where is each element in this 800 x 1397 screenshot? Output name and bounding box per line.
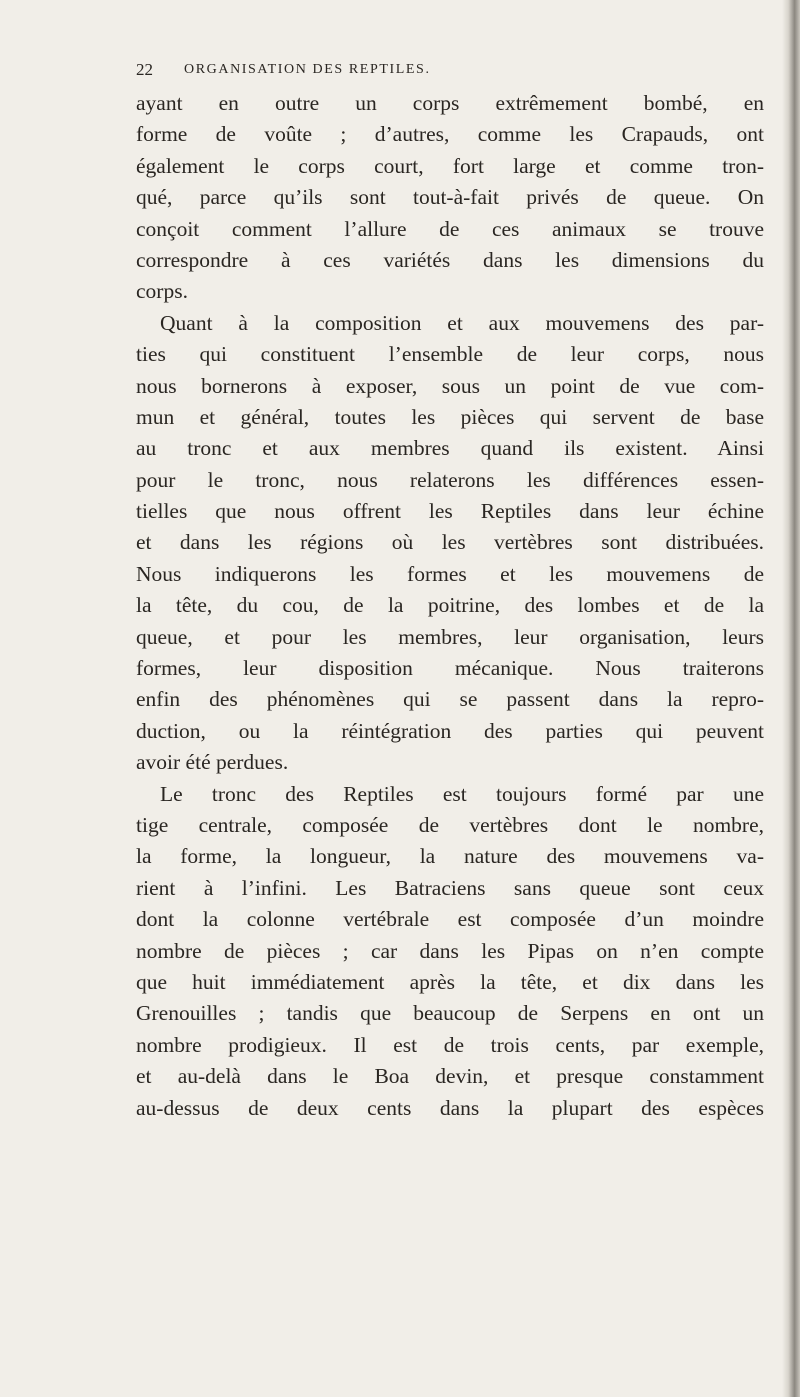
text-line: avoir été perdues. xyxy=(136,750,289,775)
text-line: duction, ou la réintégration des parties qui peuvent xyxy=(136,718,764,743)
text-line: au-dessus de deux cents dans la plupart des espèces xyxy=(136,1095,764,1120)
text-line: nous bornerons à exposer, sous un point de vue com- xyxy=(136,373,764,398)
running-title: ORGANISATION DES REPTILES. xyxy=(184,62,431,77)
page-edge-shadow xyxy=(782,0,800,1397)
text-line: enfin des phénomènes qui se passent dans la repro- xyxy=(136,687,764,712)
text-line: corps. xyxy=(136,279,188,304)
text-line: que huit immédiatement après la tête, et dix dans les xyxy=(136,969,764,994)
text-line: nombre de pièces ; car dans les Pipas on n’en compte xyxy=(136,938,764,963)
text-line: la forme, la longueur, la nature des mouvemens va- xyxy=(136,844,764,869)
text-line: également le corps court, fort large et comme tron- xyxy=(136,153,764,178)
text-line: queue, et pour les membres, leur organisation, leurs xyxy=(136,624,764,649)
body-text xyxy=(136,88,764,1124)
text-line: ayant en outre un corps extrêmement bombé, en xyxy=(136,91,764,115)
text-line: Quant à la composition et aux mouvemens des par- xyxy=(160,310,764,335)
text-line: Grenouilles ; tandis que beaucoup de Serpens en ont un xyxy=(136,1001,764,1026)
text-line: formes, leur disposition mécanique. Nous traiterons xyxy=(136,656,764,681)
text-line: Le tronc des Reptiles est toujours formé par une xyxy=(160,781,764,806)
text-line: nombre prodigieux. Il est de trois cents, par exemple, xyxy=(136,1032,764,1057)
text-line: la tête, du cou, de la poitrine, des lombes et de la xyxy=(136,593,764,618)
text-line: ties qui constituent l’ensemble de leur corps, nous xyxy=(136,342,764,367)
text-line: Nous indiquerons les formes et les mouvemens de xyxy=(136,561,764,586)
text-line: dont la colonne vertébrale est composée d’un moindre xyxy=(136,907,764,932)
text-line: tige centrale, composée de vertèbres dont le nombre, xyxy=(136,812,764,837)
text-line: qué, parce qu’ils sont tout-à-fait privés de queue. On xyxy=(136,185,764,210)
text-line: pour le tronc, nous relaterons les différences essen- xyxy=(136,467,764,492)
text-line: tielles que nous offrent les Reptiles dans leur échine xyxy=(136,499,764,524)
page-number: 22 xyxy=(136,60,153,79)
running-head xyxy=(136,60,760,86)
text-line: au tronc et aux membres quand ils existent. Ainsi xyxy=(136,436,764,461)
text-line: et au-delà dans le Boa devin, et presque constamment xyxy=(136,1064,764,1089)
text-line: correspondre à ces variétés dans les dimensions du xyxy=(136,247,764,272)
text-line: forme de voûte ; d’autres, comme les Crapauds, ont xyxy=(136,122,764,147)
text-line: rient à l’infini. Les Batraciens sans queue sont ceux xyxy=(136,875,764,900)
text-line: conçoit comment l’allure de ces animaux se trouve xyxy=(136,216,764,241)
text-line: et dans les régions où les vertèbres sont distribuées. xyxy=(136,530,764,555)
text-line: mun et général, toutes les pièces qui servent de base xyxy=(136,404,764,429)
